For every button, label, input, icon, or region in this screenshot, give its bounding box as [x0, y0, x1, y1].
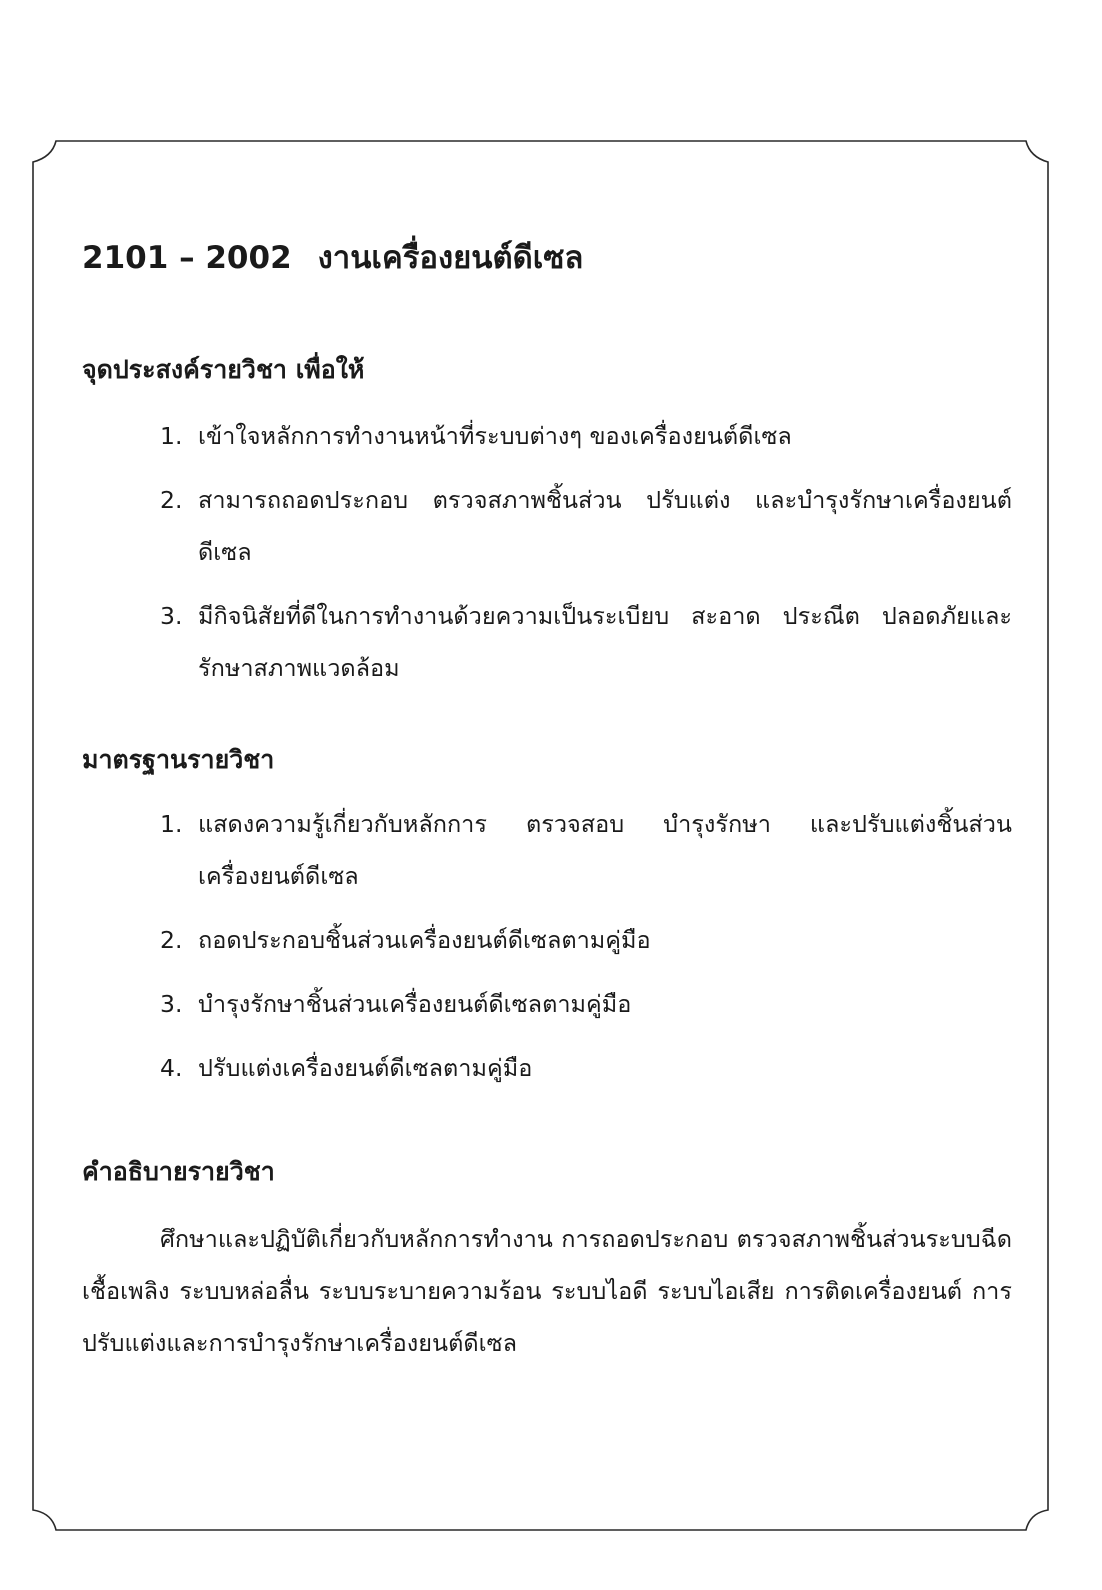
list-item-text: เข้าใจหลักการทำงานหน้าที่ระบบต่างๆ ของเครื่องยนต์ดีเซล — [198, 422, 792, 450]
description-heading — [82, 1152, 1012, 1192]
list-item-number: 3. — [160, 990, 183, 1018]
list-item-number: 2. — [160, 486, 183, 514]
standards-heading — [82, 740, 1012, 780]
list-item-text: ถอดประกอบชิ้นส่วนเครื่องยนต์ดีเซลตามคู่มือ — [198, 926, 651, 954]
list-item — [82, 1042, 1012, 1094]
list-item-number: 1. — [160, 810, 183, 838]
list-item-text: บำรุงรักษาชิ้นส่วนเครื่องยนต์ดีเซลตามคู่มือ — [198, 990, 632, 1018]
standards-list — [82, 798, 1012, 1094]
objectives-list — [82, 410, 1012, 694]
list-item-number: 2. — [160, 926, 183, 954]
objectives-heading-suffix: เพื่อให้ — [295, 355, 365, 384]
list-item — [82, 474, 1012, 578]
list-item — [82, 914, 1012, 966]
list-item — [82, 590, 1012, 694]
list-item — [82, 978, 1012, 1030]
list-item-text: แสดงความรู้เกี่ยวกับหลักการ ตรวจสอบ บำรุงรักษา และปรับแต่งชิ้นส่วนเครื่องยนต์ดีเซล — [198, 810, 1012, 890]
objectives-heading — [82, 350, 1012, 390]
standards-heading-label: มาตรฐานรายวิชา — [82, 745, 275, 774]
list-item — [82, 410, 1012, 462]
objectives-heading-label: จุดประสงค์รายวิชา — [82, 355, 287, 384]
list-item-number: 3. — [160, 602, 183, 630]
list-item-text: ปรับแต่งเครื่องยนต์ดีเซลตามคู่มือ — [198, 1054, 533, 1082]
list-item-number: 4. — [160, 1054, 183, 1082]
course-name: งานเครื่องยนต์ดีเซล — [317, 240, 584, 276]
description-heading-label: คำอธิบายรายวิชา — [82, 1157, 275, 1186]
document-content — [82, 0, 1012, 1590]
course-code: 2101 – 2002 — [82, 240, 292, 276]
list-item-number: 1. — [160, 422, 183, 450]
list-item-text: สามารถถอดประกอบ ตรวจสภาพชิ้นส่วน ปรับแต่ง และบำรุงรักษาเครื่องยนต์ดีเซล — [198, 486, 1012, 566]
course-title — [82, 236, 1012, 280]
list-item-text: มีกิจนิสัยที่ดีในการทำงานด้วยความเป็นระเบียบ สะอาด ประณีต ปลอดภัยและรักษาสภาพแวดล้อม — [198, 602, 1012, 682]
description-paragraph: ศึกษาและปฏิบัติเกี่ยวกับหลักการทำงาน การถอดประกอบ ตรวจสภาพชิ้นส่วนระบบฉีดเชื้อเพลิง ระบบหล่อลื่น ระบบระบายความร้อน ระบบไอดี ระบบไอเสีย การติดเครื่องยนต์ การปรับแต่งและการบำรุงรักษาเครื่องยนต์ดีเซล — [82, 1225, 1012, 1357]
list-item — [82, 798, 1012, 902]
